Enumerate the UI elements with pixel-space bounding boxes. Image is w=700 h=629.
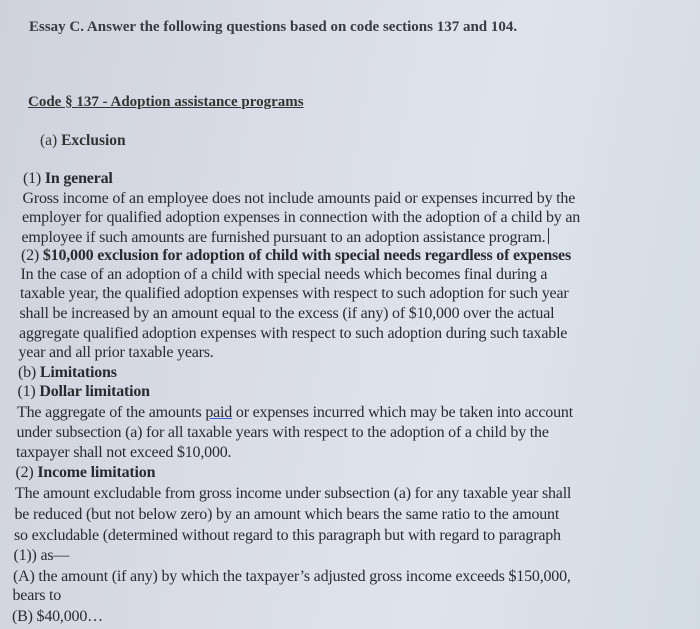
- text-segment: taxpayer shall not exceed $10,000.: [16, 444, 232, 461]
- section-heading-text: In general: [44, 170, 113, 187]
- text-line: [15, 485, 571, 503]
- text-segment: employee if such amounts are furnished pursuant to an adoption assistance program.: [21, 229, 546, 246]
- text-segment: taxable year, the qualified adoption expenses with respect to such adoption for such year: [20, 285, 569, 302]
- section-heading-text: Dollar limitation: [39, 383, 150, 400]
- text-line: [17, 424, 549, 442]
- code-section-heading: Code § 137 - Adoption assistance programs: [28, 94, 304, 110]
- text-segment: The amount excludable from gross income under subsection (a) for any taxable year shall: [15, 485, 572, 502]
- text-segment: (2): [15, 464, 38, 481]
- underlined-word: paid: [205, 404, 233, 421]
- text-segment: (A) the amount (if any) by which the taxpayer’s adjusted gross income exceeds $150,000,: [13, 568, 571, 585]
- text-line: [22, 209, 580, 227]
- text-line: [23, 190, 576, 208]
- text-segment: year and all prior taxable years.: [18, 344, 214, 361]
- text-segment: (2): [21, 247, 43, 264]
- text-line: [23, 170, 113, 188]
- text-segment: Gross income of an employee does not include amounts paid or expenses incurred by the: [22, 190, 576, 207]
- text-segment: or expenses incurred which may be taken into account: [232, 404, 573, 421]
- text-line: [12, 608, 103, 626]
- text-segment: employer for qualified adoption expenses in connection with the adoption of a child by an: [22, 209, 581, 226]
- text-line: [16, 464, 156, 482]
- text-line: [18, 383, 150, 401]
- text-line: [21, 247, 571, 265]
- text-line: [14, 547, 70, 565]
- text-line: [16, 444, 231, 462]
- subsection-a-label: (a): [40, 132, 58, 149]
- text-segment: (B) $40,000…: [12, 608, 103, 625]
- text-segment: In the case of an adoption of a child with special needs which becomes final during a: [20, 266, 548, 283]
- text-line: [15, 506, 560, 524]
- subsection-a-heading: [40, 132, 126, 150]
- text-segment: aggregate qualified adoption expenses with respect to such adoption during such taxable: [19, 325, 568, 342]
- text-line: [18, 364, 117, 382]
- essay-title: Essay C. Answer the following questions based on code sections 137 and 104.: [29, 19, 518, 35]
- text-line: [17, 404, 573, 422]
- section-heading-text: $10,000 exclusion for adoption of child with special needs regardless of expenses: [42, 247, 571, 264]
- text-line: [14, 527, 561, 545]
- text-line: [20, 305, 555, 323]
- text-line: [13, 568, 571, 586]
- text-line: [19, 325, 567, 343]
- text-segment: under subsection (a) for all taxable years with respect to the adoption of a child by the: [16, 424, 549, 441]
- text-line: [19, 344, 214, 362]
- subsection-a-title: Exclusion: [61, 132, 126, 149]
- text-segment: so excludable (determined without regard to this paragraph but with regard to paragraph: [14, 527, 561, 544]
- text-segment: (b): [18, 364, 40, 381]
- text-line: [22, 228, 550, 247]
- section-heading-text: Income limitation: [37, 464, 156, 481]
- text-segment: The aggregate of the amounts: [17, 404, 206, 421]
- text-line: [21, 266, 548, 284]
- text-segment: (1): [23, 170, 45, 187]
- text-segment: be reduced (but not below zero) by an amount which bears the same ratio to the amount: [14, 506, 560, 523]
- text-line: [20, 285, 568, 303]
- text-line: [13, 587, 62, 605]
- text-segment: bears to: [12, 587, 62, 604]
- text-cursor: [548, 228, 549, 244]
- text-segment: shall be increased by an amount equal to the excess (if any) of $10,000 over the actual: [19, 305, 555, 322]
- text-segment: (1)) as—: [13, 547, 70, 564]
- section-heading-text: Limitations: [39, 364, 117, 381]
- text-segment: (1): [17, 383, 40, 400]
